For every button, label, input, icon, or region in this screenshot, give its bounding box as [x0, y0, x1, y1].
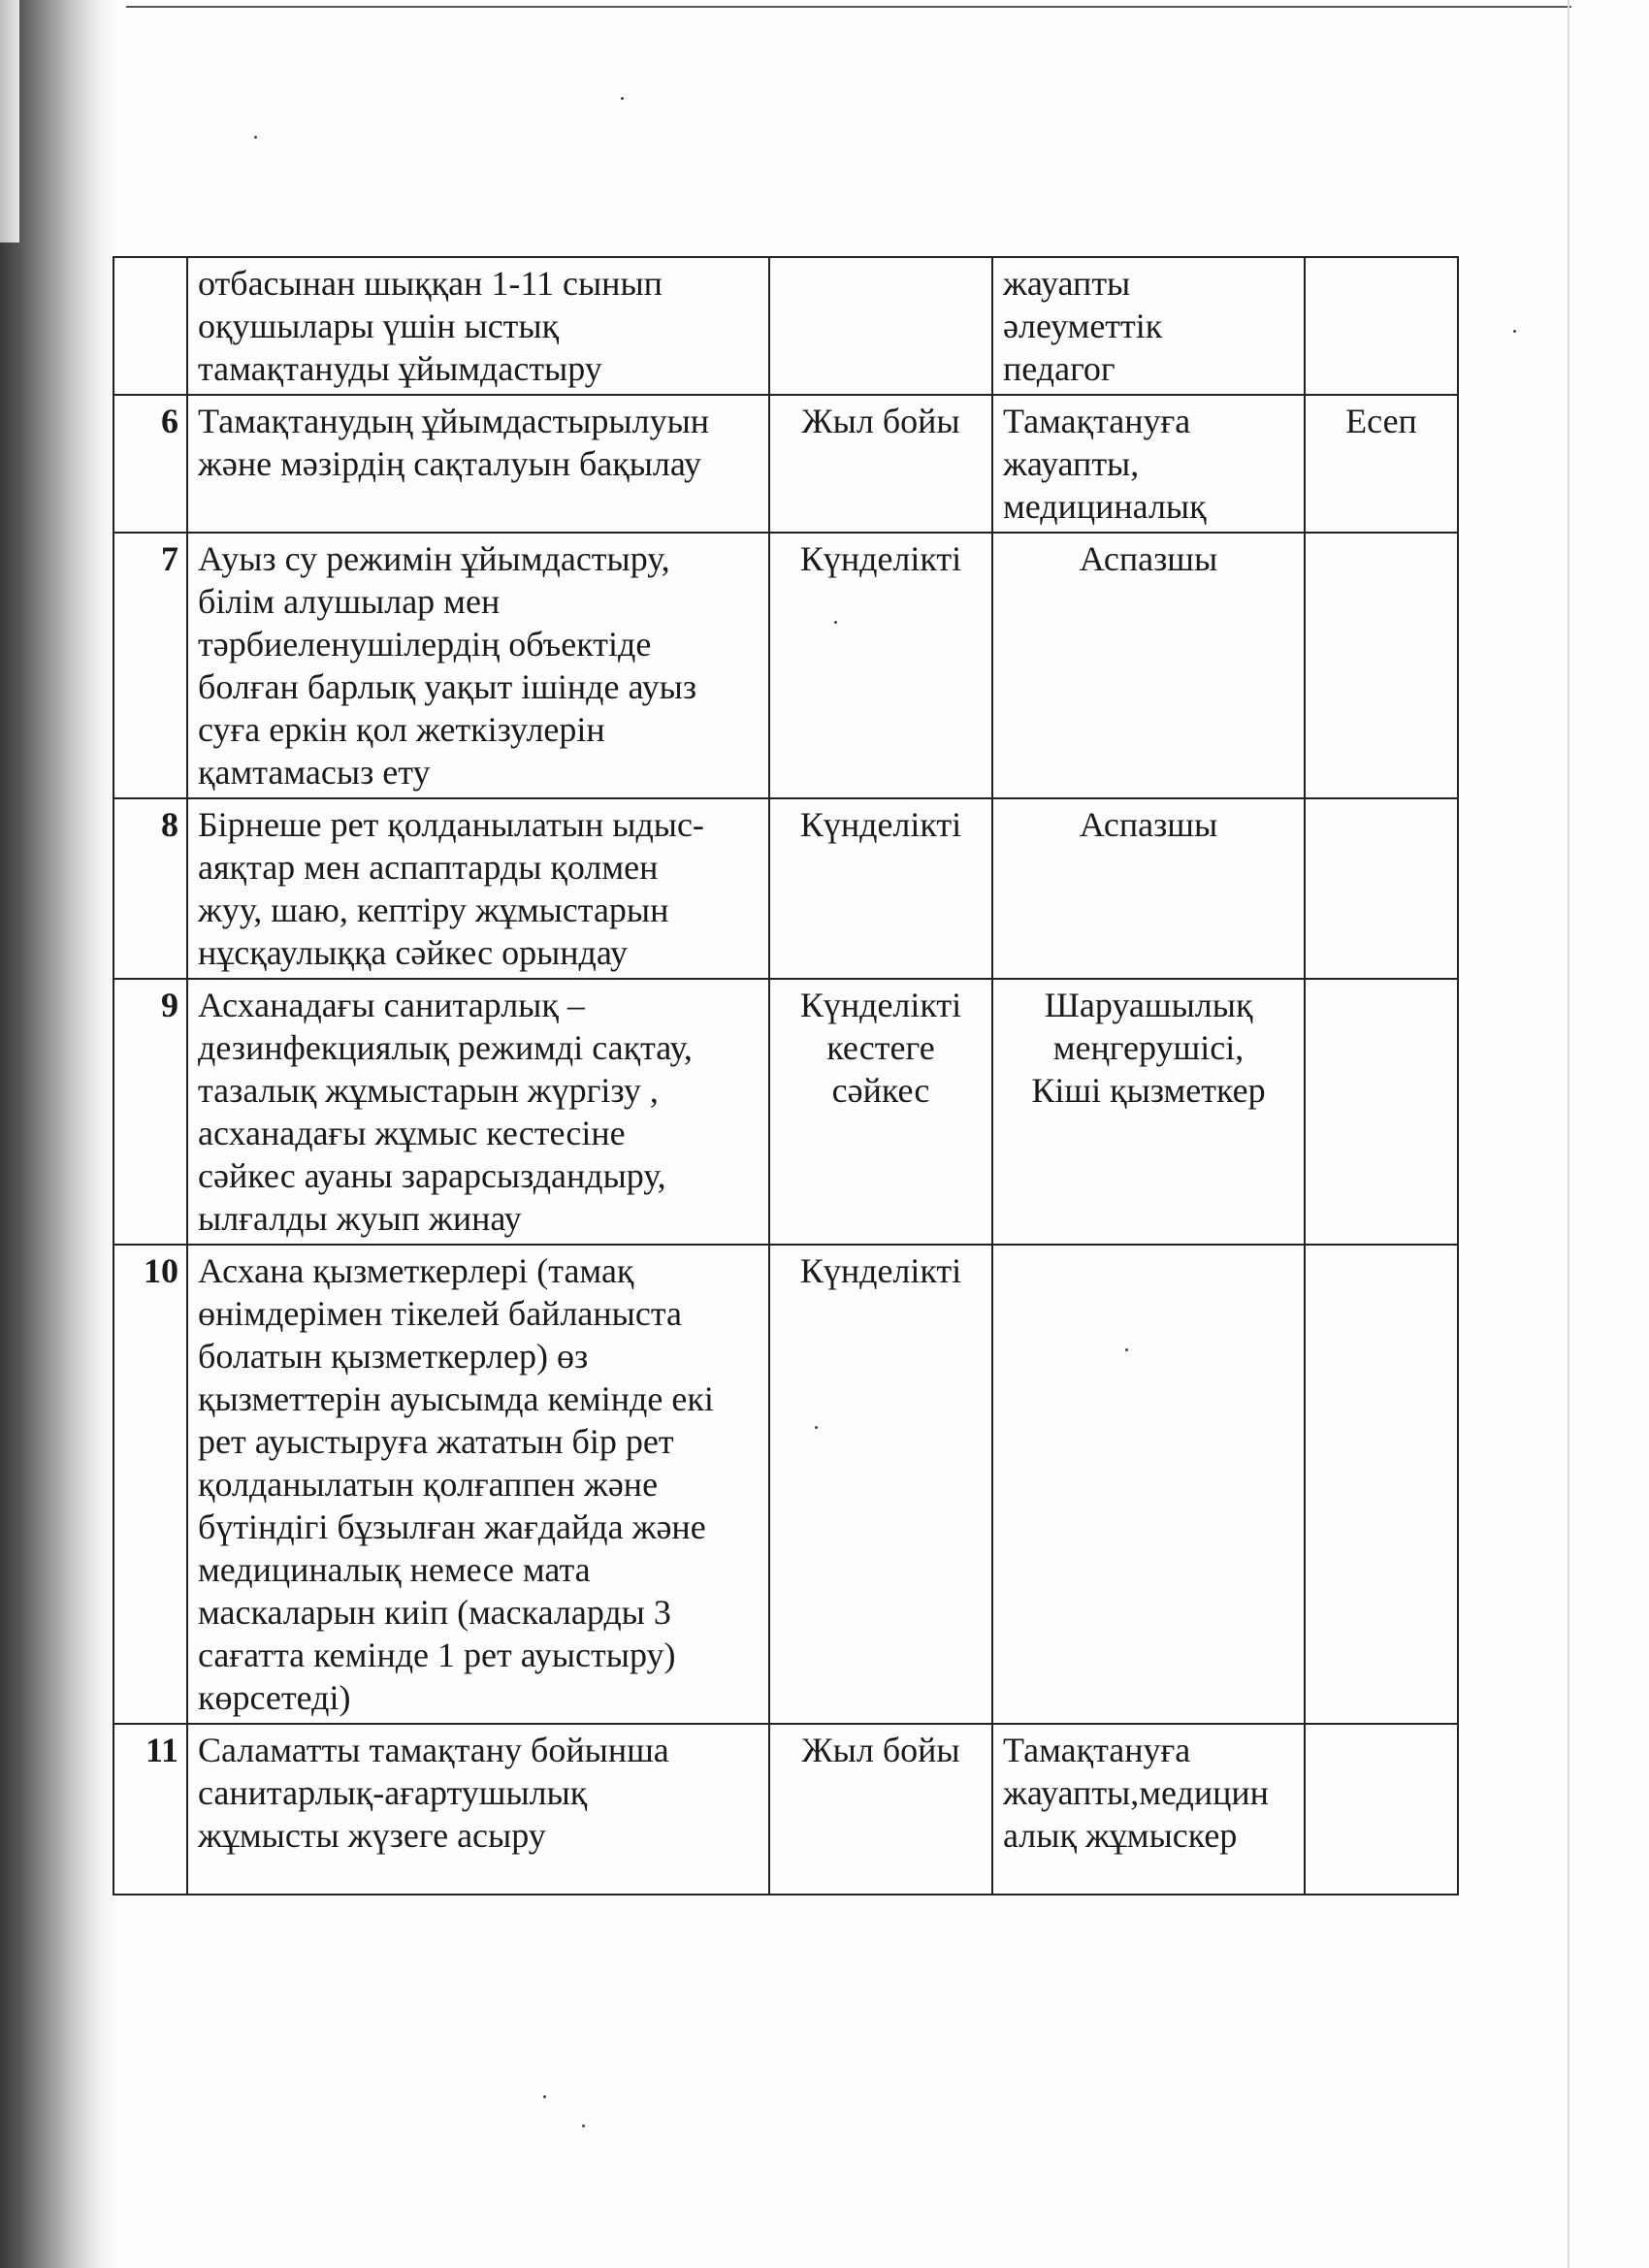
task-cell: Асханадағы санитарлық – дезинфекциялық режимді сақтау, тазалық жұмыстарын жүргізу , асханадағы жұмыс кестесіне сәйкес ауаны зарарсыздандыру, ылғалды жуып жинау [187, 979, 769, 1245]
task-cell: Асхана қызметкерлері (тамақ өнімдерімен тікелей байланыста болатын қызметкерлер) өз қызметтерін ауысымда кемінде екі рет ауыстыруға жататын бір рет қолданылатын қолғаппен және бүтіндігі бұзылған жағдайда және медициналық немесе мата маскаларын киіп (маскаларды 3 сағатта кемінде 1 рет ауыстыру) көрсетеді) [187, 1245, 769, 1724]
table-row [113, 257, 1458, 395]
table-row [113, 1245, 1458, 1724]
term-cell: Күнделікті кестеге сәйкес [769, 979, 992, 1245]
responsible-cell: Аспазшы [992, 798, 1305, 979]
term-cell: Күнделікті [769, 533, 992, 798]
row-number: 8 [113, 798, 187, 979]
form-cell [1305, 533, 1458, 798]
term-cell: Жыл бойы [769, 1724, 992, 1895]
task-cell: Ауыз су режимін ұйымдастыру, білім алушылар мен тәрбиеленушілердің объектіде болған барлық уақыт ішінде ауыз суға еркін қол жеткізулерін қамтамасыз ету [187, 533, 769, 798]
row-number: 11 [113, 1724, 187, 1895]
responsible-cell: Шаруашылық меңгерушісі, Кіші қызметкер [992, 979, 1305, 1245]
row-number: 7 [113, 533, 187, 798]
scan-speck [834, 621, 837, 624]
form-cell [1305, 1245, 1458, 1724]
responsible-cell: Аспазшы [992, 533, 1305, 798]
page-right-edge [1568, 0, 1569, 2268]
scan-speck [1125, 1348, 1128, 1351]
responsible-cell: жауапты әлеуметтік педагог [992, 257, 1305, 395]
row-number: 10 [113, 1245, 187, 1724]
term-cell: Жыл бойы [769, 395, 992, 533]
form-cell [1305, 1724, 1458, 1895]
responsible-cell: Тамақтануға жауапты, медициналық [992, 395, 1305, 533]
term-cell: Күнделікті [769, 1245, 992, 1724]
responsible-cell: Тамақтануға жауапты,медицин алық жұмыскер [992, 1724, 1305, 1895]
form-cell [1305, 979, 1458, 1245]
scan-speck [582, 2124, 585, 2127]
table-row [113, 1724, 1458, 1895]
table-row [113, 533, 1458, 798]
scan-speck [621, 97, 624, 100]
row-number: 9 [113, 979, 187, 1245]
task-cell: Саламатты тамақтану бойынша санитарлық-ағартушылық жұмысты жүзеге асыру [187, 1724, 769, 1895]
form-cell [1305, 257, 1458, 395]
row-number [113, 257, 187, 395]
row-number: 6 [113, 395, 187, 533]
term-cell: Күнделікті [769, 798, 992, 979]
responsible-cell [992, 1245, 1305, 1724]
table-row [113, 979, 1458, 1245]
form-cell [1305, 798, 1458, 979]
scan-shadow [0, 0, 116, 2268]
scan-speck [543, 2095, 546, 2098]
scan-speck [815, 1426, 818, 1429]
term-cell [769, 257, 992, 395]
form-cell: Есеп [1305, 395, 1458, 533]
table-row [113, 395, 1458, 533]
table-row [113, 798, 1458, 979]
scan-speck [254, 136, 257, 139]
scan-speck [1513, 330, 1516, 333]
plan-table [113, 256, 1459, 1895]
task-cell: Бірнеше рет қолданылатын ыдыс- аяқтар мен аспаптарды қолмен жуу, шаю, кептіру жұмыстарын нұсқаулыққа сәйкес орындау [187, 798, 769, 979]
page-top-edge [126, 6, 1571, 8]
task-cell: Тамақтанудың ұйымдастырылуын және мәзірдің сақталуын бақылау [187, 395, 769, 533]
scan-shadow-top [0, 0, 19, 243]
task-cell: отбасынан шыққан 1-11 сынып оқушылары үшін ыстық тамақтануды ұйымдастыру [187, 257, 769, 395]
